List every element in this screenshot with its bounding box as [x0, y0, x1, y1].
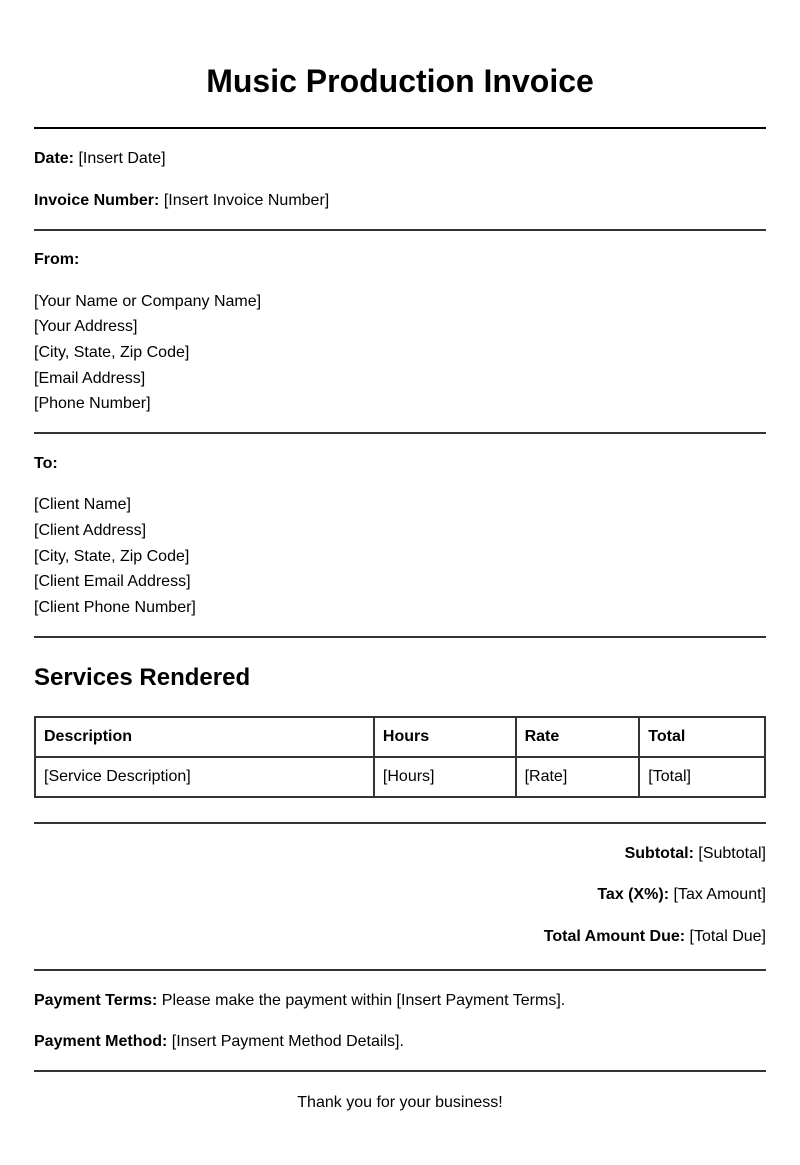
date-value: [Insert Date]: [78, 150, 166, 167]
from-email: [Email Address]: [34, 370, 146, 387]
column-header-description: Description: [35, 717, 374, 757]
from-phone: [Phone Number]: [34, 395, 151, 412]
invoice-title: Music Production Invoice: [206, 63, 594, 99]
from-city: [City, State, Zip Code]: [34, 344, 190, 361]
services-table: [34, 716, 766, 798]
payment-method-value: [Insert Payment Method Details].: [171, 1033, 404, 1050]
table-row: [35, 757, 765, 797]
thank-you-note: Thank you for your business!: [297, 1094, 503, 1111]
invoice-number-line: [34, 191, 329, 211]
tax-line: [597, 885, 766, 905]
column-header-rate: Rate: [516, 717, 640, 757]
from-label: From:: [34, 251, 80, 268]
to-address: [Client Address]: [34, 522, 147, 539]
to-label: To:: [34, 455, 58, 472]
column-header-hours: Hours: [374, 717, 516, 757]
divider: [34, 1070, 766, 1072]
subtotal-line: [625, 844, 766, 864]
divider: [34, 229, 766, 231]
to-name: [Client Name]: [34, 496, 131, 513]
to-heading: [34, 454, 58, 474]
from-heading: [34, 250, 79, 270]
cell-hours: [Hours]: [374, 757, 516, 797]
divider: [34, 432, 766, 434]
invoice-number-value: [Insert Invoice Number]: [163, 192, 330, 209]
tax-label: Tax (X%):: [597, 886, 670, 903]
cell-description: [Service Description]: [35, 757, 374, 797]
total-due-label: Total Amount Due:: [543, 928, 686, 945]
date-label: Date:: [34, 150, 75, 167]
cell-total: [Total]: [639, 757, 765, 797]
services-heading: Services Rendered: [34, 664, 251, 691]
divider: [34, 969, 766, 971]
payment-method-label: Payment Method:: [34, 1033, 168, 1050]
divider: [34, 636, 766, 638]
to-city: [City, State, Zip Code]: [34, 548, 190, 565]
table-header-row: [35, 717, 765, 757]
total-due-line: [544, 927, 766, 947]
from-address: [Your Address]: [34, 318, 138, 335]
payment-method-line: [34, 1032, 404, 1052]
to-phone: [Client Phone Number]: [34, 599, 196, 616]
date-line: [34, 149, 166, 169]
column-header-total: Total: [639, 717, 765, 757]
payment-terms-value: Please make the payment within [Insert Payment Terms].: [161, 992, 566, 1009]
from-name: [Your Name or Company Name]: [34, 293, 262, 310]
tax-value: [Tax Amount]: [673, 886, 766, 903]
invoice-number-label: Invoice Number:: [34, 192, 160, 209]
subtotal-value: [Subtotal]: [698, 845, 766, 862]
to-email: [Client Email Address]: [34, 573, 191, 590]
payment-terms-label: Payment Terms:: [34, 992, 158, 1009]
divider: [34, 127, 766, 129]
divider: [34, 822, 766, 824]
total-due-value: [Total Due]: [689, 928, 766, 945]
subtotal-label: Subtotal:: [624, 845, 694, 862]
payment-terms-line: [34, 991, 565, 1011]
cell-rate: [Rate]: [516, 757, 640, 797]
